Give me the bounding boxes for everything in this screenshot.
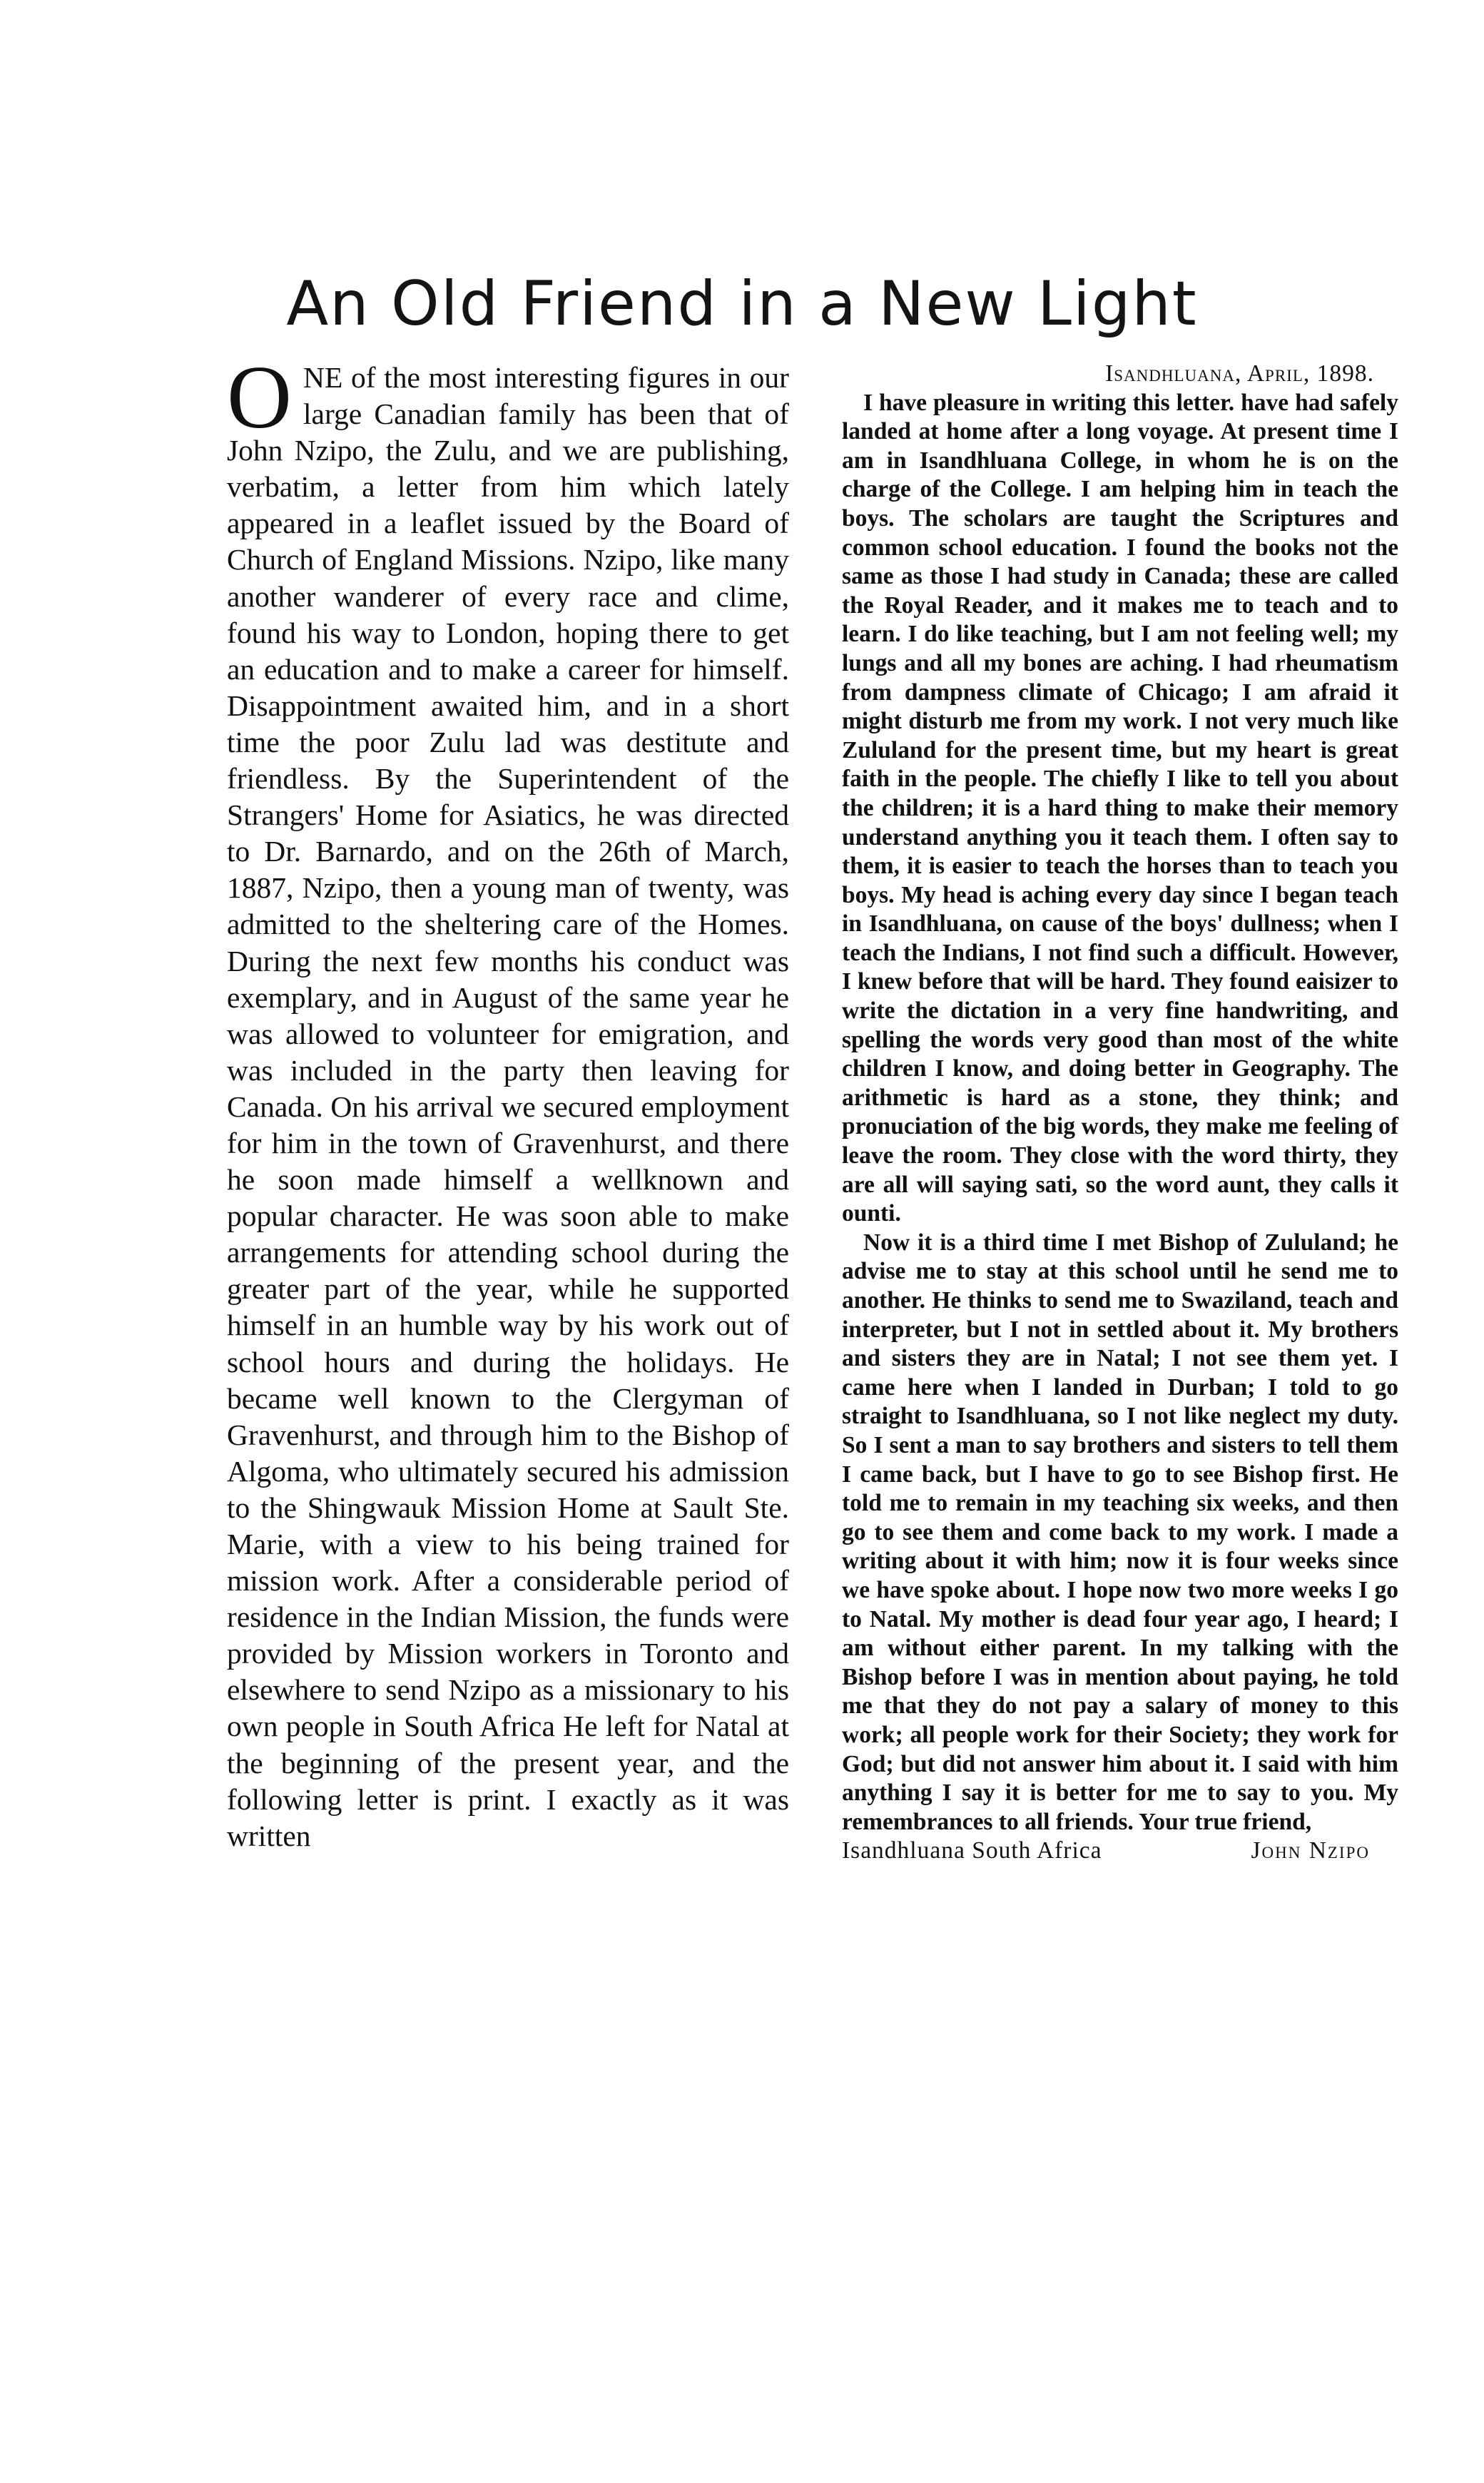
intro-paragraph <box>227 348 789 1854</box>
letter-paragraph-2: Now it is a third time I met Bishop of Zululand; he advise me to stay at this school until he send me to another. He thinks to send me to Swaziland, teach and interpreter, but I not in settled about it. My brothers and sisters they are in Natal; I not see them yet. I came here when I landed in Durban; I told to go straight to Isandhluana, so I not like neglect my duty. So I sent a man to say brothers and sisters to tell them I came back, but I have to go to see Bishop first. He told me to remain in my teaching six weeks, and then go to see them and come back to my work. I made a writing about it with him; now it is four weeks since we have spoke about. I hope now two more weeks I go to Natal. My mother is dead four year ago, I heard; I am without either parent. In my talking with the Bishop before I was in mention about paying, he told me that they do not pay a salary of money to this work; all people work for their Society; they work for God; but did not answer him about it. I said with him anything I say it is better for me to say to you. My remembrances to all friends. Your true friend, <box>842 1229 1398 1835</box>
letter-paragraph-1: I have pleasure in writing this letter. have had safely landed at home after a long voyage. At present time I am in Isandhluana College, in whom he is on the charge of the College. I am helping him in teach the boys. The scholars are taught the Scriptures and common school education. I found the books not the same as those I had study in Canada; these are called the Royal Reader, and it makes me to teach and to learn. I do like teaching, but I am not feeling well; my lungs and all my bones are aching. I had rheumatism from dampness climate of Chicago; I am afraid it might disturb me from my work. I not very much like Zululand for the present time, but my heart is great faith in the people. The chiefly I like to tell you about the children; it is a hard thing to make their memory understand anything you it teach them. I often say to them, it is easier to teach the horses than to teach you boys. My head is aching every day since I began teach in Isandhluana, on cause of the boys' dullness; when I teach the Indians, I not find such a difficult. However, I knew before that will be hard. They found eaisizer to write the dictation in a very fine handwriting, and spelling the words very good than most of the white children I know, and doing better in Geography. The arithmetic is hard as a stone, they think; and pronuciation of the big words, they make me feeling of leave the room. They close with the word thirty, they are all will saying sati, so the word aunt, they calls it ounti. <box>842 389 1398 1227</box>
signature-name: John Nzipo <box>1251 1837 1370 1864</box>
article-title: An Old Friend in a New Light <box>286 268 1198 340</box>
right-column-letter <box>842 360 1398 1866</box>
drop-cap: O <box>227 348 292 447</box>
left-column <box>227 348 789 1854</box>
signature-place: Isandhluana South Africa <box>842 1837 1102 1864</box>
letter-signature <box>842 1837 1398 1866</box>
letter-dateline: Isandhluana, April, 1898. <box>1105 360 1374 387</box>
intro-text: NE of the most interesting figures in our large Canadian family has been that of John Nzipo, the Zulu, and we are publishing, verbatim, a letter from him which lately appeared in a leaflet issued by the Board of Church of England Missions. Nzipo, like many another wanderer of every race and clime, found his way to London, hoping there to get an education and to make a career for himself. Disappointment awaited him, and in a short time the poor Zulu lad was destitute and friendless. By the Superintendent of the Strangers' Home for Asiatics, he was directed to Dr. Barnardo, and on the 26th of March, 1887, Nzipo, then a young man of twenty, was admitted to the sheltering care of the Homes. During the next few months his conduct was exemplary, and in August of the same year he was allowed to volunteer for emigration, and was included in the party then leaving for Canada. On his arrival we secured employment for him in the town of Gravenhurst, and there he soon made himself a wellknown and popular character. He was soon able to make arrangements for attending school during the greater part of the year, while he supported himself in an humble way by his work out of school hours and during the holidays. He became well known to the Clergyman of Gravenhurst, and through him to the Bishop of Algoma, who ultimately secured his admission to the Shingwauk Mission Home at Sault Ste. Marie, with a view to his being trained for mission work. After a considerable period of residence in the Indian Mission, the funds were provided by Mission workers in Toronto and elsewhere to send Nzipo as a missionary to his own people in South Africa He left for Natal at the beginning of the present year, and the following letter is print. I exactly as it was written <box>227 361 789 1852</box>
